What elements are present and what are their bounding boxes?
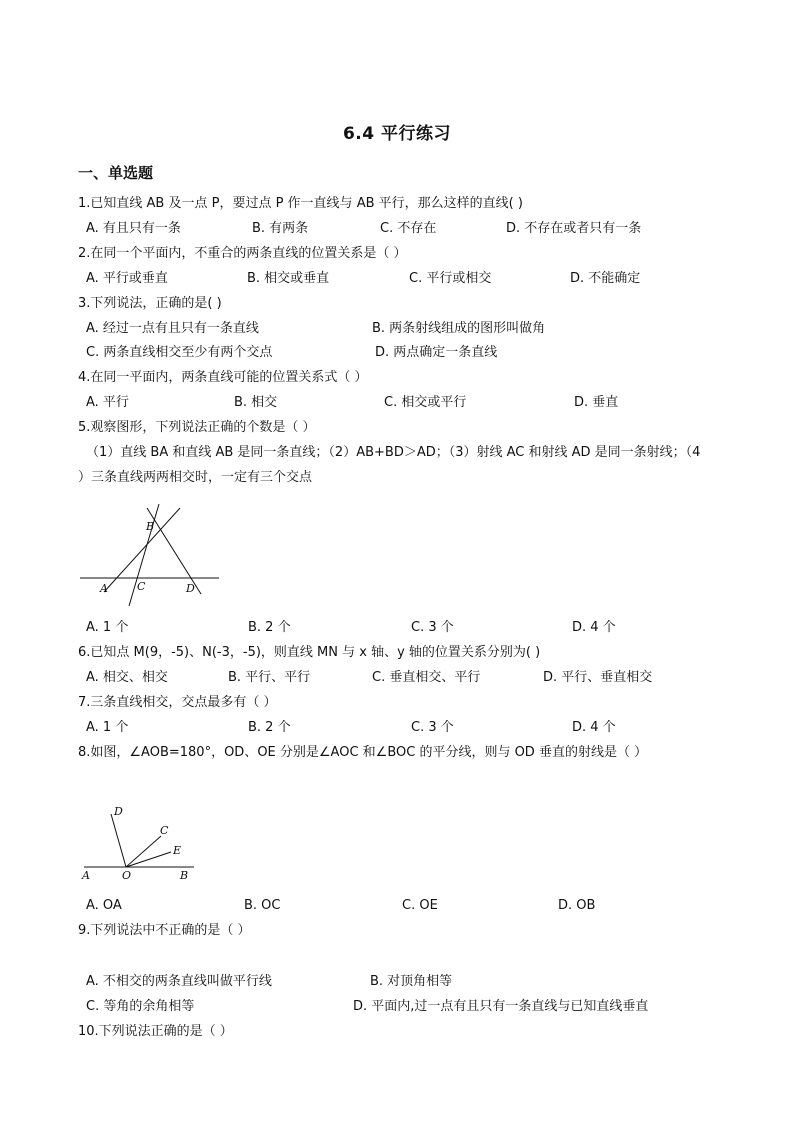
question-1-stem: 1.已知直线 AB 及一点 P，要过点 P 作一直线与 AB 平行，那么这样的直线( ) bbox=[78, 196, 523, 211]
q9-option-a[interactable]: A. 不相交的两条直线叫做平行线 bbox=[86, 974, 272, 989]
q8-option-c[interactable]: C. OE bbox=[402, 898, 438, 913]
q3-option-a[interactable]: A. 经过一点有且只有一条直线 bbox=[86, 321, 259, 336]
label-e: E bbox=[173, 844, 182, 857]
q3-option-d[interactable]: D. 两点确定一条直线 bbox=[375, 345, 498, 360]
question-5-statements: （1）直线 BA 和直线 AB 是同一条直线；（2）AB+BD＞AD；（3）射线 AC 和射线 AD 是同一条射线；（4 bbox=[86, 445, 701, 460]
label-c: C bbox=[160, 824, 169, 837]
question-5-statements-cont: ）三条直线两两相交时，一定有三个交点 bbox=[78, 470, 313, 485]
q9-option-c[interactable]: C. 等角的余角相等 bbox=[86, 999, 195, 1014]
question-1-options bbox=[86, 220, 786, 238]
q7-option-b[interactable]: B. 2 个 bbox=[248, 720, 291, 735]
label-a: A bbox=[100, 582, 108, 595]
q8-option-a[interactable]: A. OA bbox=[86, 898, 122, 913]
q4-option-a[interactable]: A. 平行 bbox=[86, 395, 129, 410]
question-4-stem: 4.在同一平面内，两条直线可能的位置关系式（ ） bbox=[78, 370, 368, 385]
ray-oc bbox=[126, 836, 161, 867]
question-2-stem: 2.在同一个平面内，不重合的两条直线的位置关系是（ ） bbox=[78, 246, 407, 261]
ray-od bbox=[111, 814, 126, 867]
q2-option-c[interactable]: C. 平行或相交 bbox=[409, 271, 492, 286]
question-9-options-row2 bbox=[86, 998, 786, 1016]
label-d: D bbox=[114, 805, 123, 818]
q2-option-d[interactable]: D. 不能确定 bbox=[570, 271, 641, 286]
label-o: O bbox=[122, 869, 132, 882]
q1-option-d[interactable]: D. 不存在或者只有一条 bbox=[506, 221, 642, 236]
ray-oe bbox=[126, 852, 171, 867]
question-3-options-row2 bbox=[86, 344, 786, 362]
q4-option-d[interactable]: D. 垂直 bbox=[574, 395, 619, 410]
page-title: 6.4 平行练习 bbox=[342, 124, 452, 144]
q7-option-a[interactable]: A. 1 个 bbox=[86, 720, 129, 735]
question-5-figure bbox=[76, 500, 226, 612]
q1-option-b[interactable]: B. 有两条 bbox=[252, 221, 309, 236]
q2-option-b[interactable]: B. 相交或垂直 bbox=[247, 271, 330, 286]
q7-option-d[interactable]: D. 4 个 bbox=[572, 720, 616, 735]
q3-option-c[interactable]: C. 两条直线相交至少有两个交点 bbox=[86, 345, 273, 360]
q2-option-a[interactable]: A. 平行或垂直 bbox=[86, 271, 168, 286]
q5-option-d[interactable]: D. 4 个 bbox=[572, 620, 616, 635]
label-b: B bbox=[146, 520, 155, 533]
q6-option-a[interactable]: A. 相交、相交 bbox=[86, 670, 168, 685]
question-8-options bbox=[86, 897, 786, 915]
label-b: B bbox=[180, 869, 189, 882]
q4-option-c[interactable]: C. 相交或平行 bbox=[384, 395, 467, 410]
question-8-stem: 8.如图，∠AOB=180°，OD、OE 分别是∠AOC 和∠BOC 的平分线，则与 OD 垂直的射线是（ ） bbox=[78, 745, 648, 760]
question-4-options bbox=[86, 394, 786, 412]
question-6-options bbox=[86, 669, 786, 687]
q9-option-d[interactable]: D. 平面内,过一点有且只有一条直线与已知直线垂直 bbox=[353, 999, 649, 1014]
question-8-figure bbox=[78, 800, 198, 884]
question-5-stem: 5.观察图形，下列说法正确的个数是（ ） bbox=[78, 420, 316, 435]
q8-option-b[interactable]: B. OC bbox=[244, 898, 281, 913]
question-9-stem: 9.下列说法中不正确的是（ ） bbox=[78, 923, 251, 938]
question-2-options bbox=[86, 270, 786, 288]
q3-option-b[interactable]: B. 两条射线组成的图形叫做角 bbox=[372, 321, 546, 336]
q8-option-d[interactable]: D. OB bbox=[558, 898, 596, 913]
question-3-stem: 3.下列说法，正确的是( ) bbox=[78, 296, 222, 311]
question-10-stem: 10.下列说法正确的是（ ） bbox=[78, 1024, 233, 1039]
q5-option-c[interactable]: C. 3 个 bbox=[411, 620, 454, 635]
question-5-options bbox=[86, 619, 786, 637]
q1-option-a[interactable]: A. 有且只有一条 bbox=[86, 221, 181, 236]
question-6-stem: 6.已知点 M(9，-5)、N(-3，-5)，则直线 MN 与 x 轴、y 轴的位置关系分别为( ) bbox=[78, 645, 541, 660]
q6-option-b[interactable]: B. 平行、平行 bbox=[228, 670, 311, 685]
question-7-options bbox=[86, 719, 786, 737]
q7-option-c[interactable]: C. 3 个 bbox=[411, 720, 454, 735]
q5-option-a[interactable]: A. 1 个 bbox=[86, 620, 129, 635]
question-9-options-row1 bbox=[86, 973, 786, 991]
label-c: C bbox=[137, 580, 146, 593]
question-3-options-row1 bbox=[86, 320, 786, 338]
q1-option-c[interactable]: C. 不存在 bbox=[380, 221, 437, 236]
section-heading: 一、单选题 bbox=[78, 164, 154, 182]
label-d: D bbox=[186, 582, 195, 595]
q5-option-b[interactable]: B. 2 个 bbox=[248, 620, 291, 635]
question-7-stem: 7.三条直线相交，交点最多有（ ） bbox=[78, 695, 277, 710]
label-a: A bbox=[82, 869, 90, 882]
q6-option-c[interactable]: C. 垂直相交、平行 bbox=[372, 670, 481, 685]
q6-option-d[interactable]: D. 平行、垂直相交 bbox=[543, 670, 653, 685]
q4-option-b[interactable]: B. 相交 bbox=[234, 395, 278, 410]
q9-option-b[interactable]: B. 对顶角相等 bbox=[370, 974, 453, 989]
